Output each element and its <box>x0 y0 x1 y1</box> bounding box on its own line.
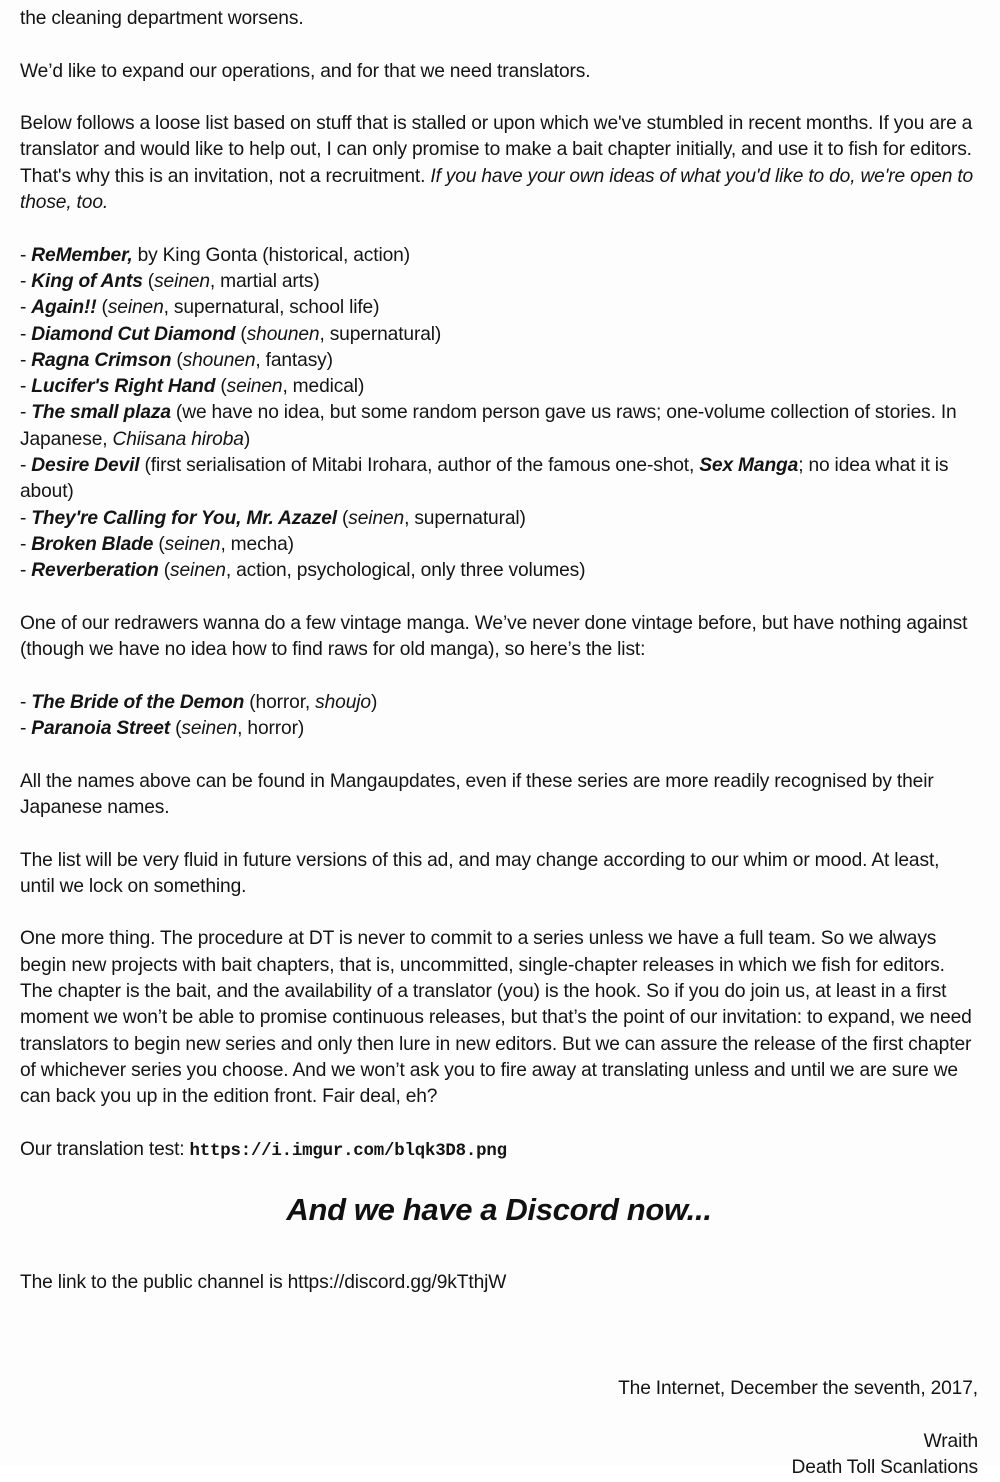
series-title: Paranoia Street <box>31 718 171 740</box>
vintage-intro-paragraph: One of our redrawers wanna do a few vintage manga. We’ve never done vintage before, but have nothing against (though we have no idea how to find raws for old manga), so here’s the list: <box>20 612 968 661</box>
series-title: Reverberation <box>31 560 159 582</box>
list-dash: - <box>20 376 32 398</box>
spacer <box>20 1230 978 1270</box>
series-title: Diamond Cut Diamond <box>31 323 236 345</box>
list-dash: - <box>20 297 32 319</box>
list-dash: - <box>20 533 32 555</box>
series-note-pre: (we have no idea, but some random person gave us raws; one-volume collection of stories. In Japanese, <box>20 402 957 450</box>
series-detail-post: , medical) <box>282 376 365 398</box>
spacer <box>20 1296 978 1336</box>
list-dash: - <box>20 507 32 529</box>
series-demographic: seinen <box>154 270 210 292</box>
series-title: King of Ants <box>31 270 143 292</box>
list-item-small-plaza <box>20 400 978 453</box>
series-demographic: shoujo <box>315 691 371 713</box>
list-item <box>20 506 978 532</box>
translation-test-line <box>20 1137 978 1165</box>
fluid-list-paragraph: The list will be very fluid in future versions of this ad, and may change according to our whim or mood. At least, until we lock on something. <box>20 849 940 897</box>
list-item <box>20 243 978 269</box>
series-detail-pre: ( <box>153 533 165 555</box>
series-detail-post: , supernatural) <box>404 507 526 529</box>
series-demographic: seinen <box>181 718 238 740</box>
series-demographic: shounen <box>246 323 320 345</box>
series-detail-post: , martial arts) <box>209 270 320 292</box>
spacer <box>20 742 978 768</box>
series-title: ReMember, <box>31 244 133 266</box>
series-note-post: ) <box>243 428 251 450</box>
list-item-desire-devil <box>20 453 978 506</box>
mangaupdates-paragraph: All the names above can be found in Mangaupdates, even if these series are more readily recognised by their Japanese names. <box>20 770 934 818</box>
series-demographic: seinen <box>170 560 226 582</box>
below-follows-roman: Below follows a loose list based on stuff that is stalled or upon which we've stumbled in recent months. If you are a translator and would like to help out, I can only promise to make a bait chapter initially, and use it to fish for editors. That's why this is an invitation, not a recruitment. <box>20 113 973 187</box>
list-item <box>20 690 978 716</box>
series-detail-post: , mecha) <box>220 533 294 555</box>
series-title: The Bride of the Demon <box>31 691 245 713</box>
series-demographic: seinen <box>226 376 283 398</box>
series-detail-post: , supernatural, school life) <box>163 297 380 319</box>
list-item <box>20 532 978 558</box>
list-item <box>20 295 978 321</box>
series-detail-post: , supernatural) <box>319 323 442 345</box>
discord-heading: And we have a Discord now... <box>286 1192 712 1228</box>
spacer <box>20 900 978 926</box>
series-japanese-title: Chiisana hiroba <box>112 428 244 450</box>
series-demographic: seinen <box>164 533 221 555</box>
spacer <box>20 1403 978 1429</box>
list-item <box>20 374 978 400</box>
list-dash: - <box>20 402 32 424</box>
series-title: The small plaza <box>31 402 171 424</box>
list-item <box>20 322 978 348</box>
series-detail-pre: ( <box>235 323 247 345</box>
series-title: Desire Devil <box>31 455 140 477</box>
series-detail-pre: ( <box>170 718 182 740</box>
main-series-list <box>20 243 978 585</box>
series-detail-pre: ( <box>215 376 227 398</box>
series-demographic: shounen <box>182 349 256 371</box>
list-dash: - <box>20 691 32 713</box>
spacer <box>20 1336 978 1376</box>
signature-name: Wraith <box>923 1430 978 1452</box>
series-detail-post: ) <box>370 691 378 713</box>
expand-operations-line: We’d like to expand our operations, and for that we need translators. <box>20 60 591 82</box>
series-note-post: ; no idea what it is about) <box>20 455 949 503</box>
spacer <box>20 585 978 611</box>
series-detail-post: , horror) <box>237 718 305 740</box>
list-dash: - <box>20 455 32 477</box>
list-item <box>20 558 978 584</box>
vintage-series-list <box>20 690 978 743</box>
translation-test-label: Our translation test: <box>20 1138 190 1160</box>
list-dash: - <box>20 349 32 371</box>
list-dash: - <box>20 323 32 345</box>
spacer <box>20 1165 978 1178</box>
series-detail-pre: ( <box>158 560 171 582</box>
translation-test-url[interactable]: https://i.imgur.com/blqk3D8.png <box>189 1141 507 1161</box>
list-dash: - <box>20 560 32 582</box>
list-dash: - <box>20 244 32 266</box>
list-dash: - <box>20 270 32 292</box>
list-item <box>20 348 978 374</box>
series-detail-post: , action, psychological, only three volumes) <box>225 560 586 582</box>
series-detail-pre: ( <box>171 349 183 371</box>
discord-link-line[interactable]: The link to the public channel is https://discord.gg/9kTthjW <box>20 1272 507 1294</box>
series-detail-pre: ( <box>96 297 108 319</box>
series-detail-pre: by King Gonta (historical, action) <box>132 244 410 266</box>
oneshot-title: Sex Manga <box>699 455 799 477</box>
below-follows-paragraph <box>20 111 978 216</box>
spacer <box>20 663 978 689</box>
one-more-thing-paragraph: One more thing. The procedure at DT is never to commit to a series unless we have a full team. So we always begin new projects with bait chapters, that is, uncommitted, single-chapter releases in which we fish for editors. The chapter is the bait, and the availability of a translator (you) is the hook. So if you do join us, at least in a first moment we won’t be able to promise continuous releases, but that’s the point of our invitation: to expand, we need translators to begin new series and only then lure in new editors. But we can assure the release of the first chapter of whichever series you choose. And we won’t ask you to fire away at translating unless and until we are sure we can back you up in the edition front. Fair deal, eh? <box>20 928 972 1108</box>
spacer <box>20 32 978 58</box>
series-detail-pre: (horror, <box>244 691 316 713</box>
series-detail-pre: ( <box>142 270 155 292</box>
signature-place-date: The Internet, December the seventh, 2017, <box>618 1378 978 1400</box>
series-title: Ragna Crimson <box>31 349 172 371</box>
spacer <box>20 85 978 111</box>
list-dash: - <box>20 718 32 740</box>
series-note-pre: (first serialisation of Mitabi Irohara, author of the famous one-shot, <box>139 455 700 477</box>
series-detail-pre: ( <box>337 507 349 529</box>
series-title: They're Calling for You, Mr. Azazel <box>31 507 337 529</box>
spacer <box>20 216 978 242</box>
spacer <box>20 821 978 847</box>
fragment-line: the cleaning department worsens. <box>20 8 304 29</box>
list-item <box>20 269 978 295</box>
spacer <box>20 1110 978 1136</box>
below-follows-italic: If you have your own ideas of what you'd like to do, we're open to those, too. <box>20 165 974 214</box>
list-item <box>20 716 978 742</box>
series-demographic: seinen <box>348 507 405 529</box>
series-title: Lucifer's Right Hand <box>31 376 216 398</box>
series-title: Broken Blade <box>31 533 154 555</box>
signature-group: Death Toll Scanlations <box>791 1457 978 1479</box>
series-demographic: seinen <box>107 297 164 319</box>
series-title: Again!! <box>31 297 97 319</box>
series-detail-post: , fantasy) <box>255 349 333 371</box>
document-body <box>20 6 978 1482</box>
